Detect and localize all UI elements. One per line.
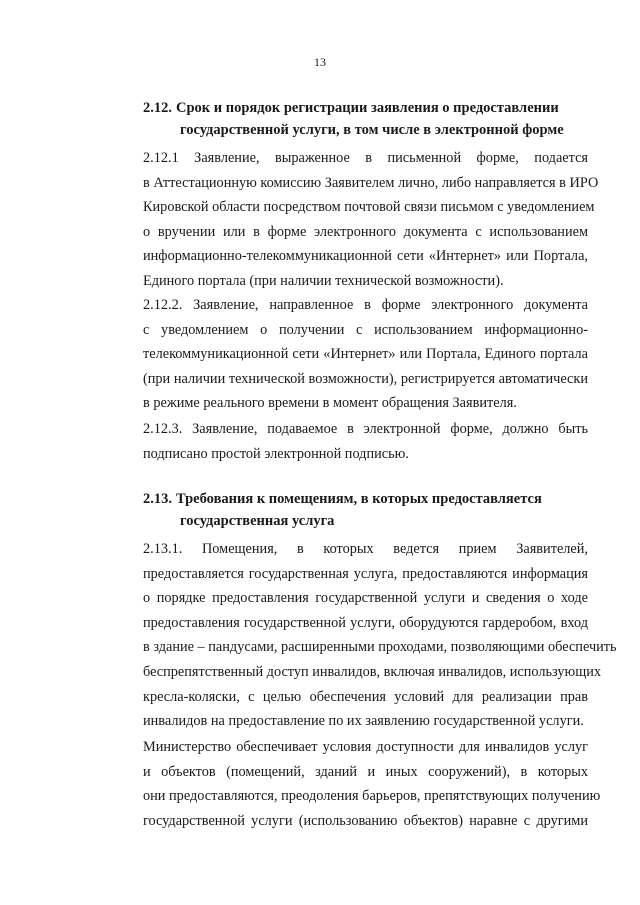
section-title-line-2: государственная услуга — [180, 513, 335, 529]
paragraph-line: предоставляется государственная услуга, предоставляются информация — [143, 565, 588, 582]
paragraph-2-13-1 — [104, 537, 617, 734]
paragraph-line: о вручении или в форме электронного документа с использованием — [143, 223, 588, 240]
paragraph-2-12-3 — [104, 417, 588, 466]
paragraph-2-12-2 — [104, 293, 588, 416]
section-heading-2-12 — [143, 97, 591, 141]
paragraph-line: (при наличии технической возможности), регистрируется автоматически — [143, 370, 588, 387]
paragraph-line: 2.12.1 Заявление, выраженное в письменной форме, подается — [143, 150, 588, 166]
paragraph-line: и объектов (помещений, зданий и иных сооружений), в которых — [143, 763, 588, 780]
paragraph-line: телекоммуникационной сети «Интернет» или Портала, Единого портала — [143, 346, 588, 363]
paragraph-line: беспрепятственный доступ инвалидов, включая инвалидов, использующих — [143, 663, 602, 680]
paragraph-line: в режиме реального времени в момент обращения Заявителя. — [143, 395, 517, 412]
paragraph-line: 2.13.1. Помещения, в которых ведется прием Заявителей, — [143, 541, 588, 557]
section-title-line-1: Срок и порядок регистрации заявления о предоставлении — [176, 100, 559, 116]
paragraph-2-12-1 — [104, 146, 599, 294]
paragraph-line: они предоставляются, преодоления барьеров, препятствующих получению — [143, 788, 601, 805]
paragraph-line: с уведомлением о получении с использованием информационно- — [143, 321, 588, 338]
paragraph-line: в Аттестационную комиссию Заявителем лично, либо направляется в ИРО — [143, 174, 599, 191]
paragraph-line: 2.12.2. Заявление, направленное в форме электронного документа — [143, 297, 588, 313]
paragraph-line: 2.12.3. Заявление, подаваемое в электронной форме, должно быть — [143, 421, 588, 437]
paragraph-line: Кировской области посредством почтовой связи письмом с уведомлением — [143, 199, 595, 216]
page-number: 13 — [314, 55, 326, 69]
paragraph-line: информационно-телекоммуникационной сети «Интернет» или Портала, — [143, 248, 588, 265]
section-number: 2.12. — [143, 100, 172, 116]
section-number: 2.13. — [143, 491, 172, 507]
section-title-line-1: Требования к помещениям, в которых предоставляется — [176, 491, 542, 507]
paragraph-ministry — [104, 735, 601, 833]
section-heading-2-13 — [143, 488, 591, 532]
paragraph-line: о порядке предоставления государственной услуги и сведения о ходе — [143, 590, 588, 607]
paragraph-line: кресла-коляски, с целью обеспечения условий для реализации прав — [143, 688, 588, 705]
paragraph-line: Единого портала (при наличии технической возможности). — [143, 272, 504, 289]
paragraph-line: Министерство обеспечивает условия доступности для инвалидов услуг — [143, 739, 588, 755]
paragraph-line: государственной услуги (использованию объектов) наравне с другими — [143, 812, 588, 829]
paragraph-line: в здание – пандусами, расширенными проходами, позволяющими обеспечить — [143, 639, 617, 656]
paragraph-line: инвалидов на предоставление по их заявлению государственной услуги. — [143, 713, 584, 730]
section-title-line-2: государственной услуги, в том числе в электронной форме — [180, 122, 564, 138]
paragraph-line: предоставления государственной услуги, оборудуются гардеробом, вход — [143, 614, 588, 631]
paragraph-line: подписано простой электронной подписью. — [143, 445, 409, 462]
